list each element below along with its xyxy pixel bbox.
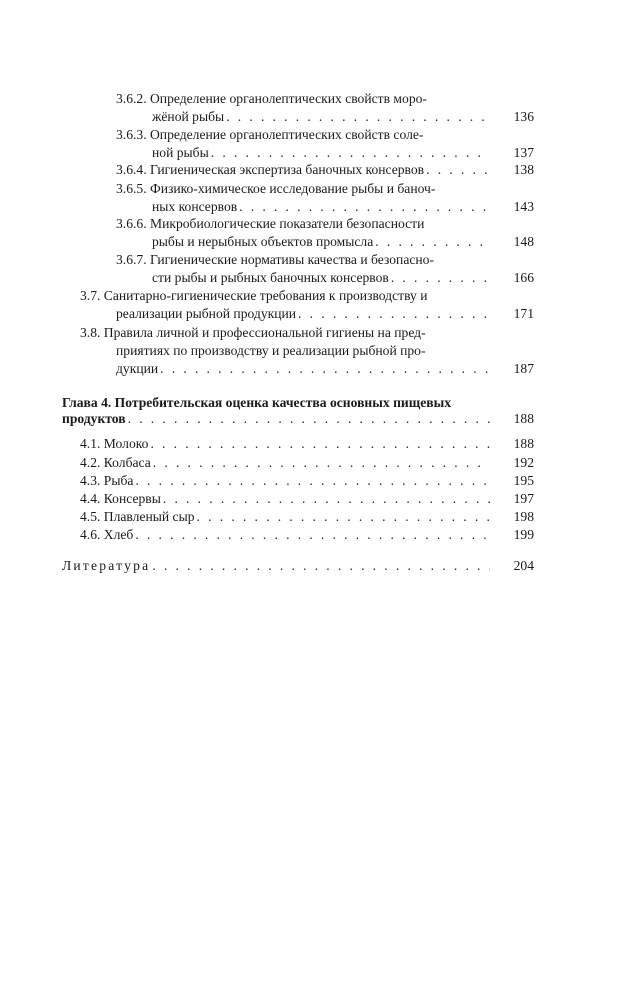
page-number: 198 <box>513 509 534 524</box>
dot-leader <box>163 490 490 508</box>
toc-entry-3-6-7-line1: 3.6.7. Гигиенические нормативы качества и безопасно- <box>116 252 434 267</box>
toc-entry-4-4 <box>80 490 490 508</box>
dot-leader <box>135 472 490 490</box>
page-number: 188 <box>513 411 534 426</box>
page-number: 188 <box>513 436 534 451</box>
toc-entry-text: 4.6. Хлеб <box>80 527 134 542</box>
toc-entry-text: ных консервов <box>152 199 238 214</box>
toc-entry-3-8-line3 <box>116 360 490 378</box>
page-number: 171 <box>513 306 534 321</box>
dot-leader <box>391 269 490 287</box>
toc-entry-text: рыбы и нерыбных объектов промысла <box>152 234 374 249</box>
dot-leader <box>153 454 490 472</box>
toc-entry-text: дукции <box>116 361 159 376</box>
toc-entry-literature <box>62 557 490 575</box>
toc-entry-4-3 <box>80 472 490 490</box>
page-number: 204 <box>513 558 534 573</box>
toc-entry-3-7-line1: 3.7. Санитарно-гигиенические требования к производству и <box>80 288 428 303</box>
dot-leader <box>298 305 490 323</box>
toc-entry-4-6 <box>80 526 490 544</box>
page-number: 137 <box>513 145 534 160</box>
page-number: 136 <box>513 109 534 124</box>
dot-leader <box>160 360 490 378</box>
dot-leader <box>239 198 490 216</box>
toc-entry-4-2 <box>80 454 490 472</box>
toc-entry-3-6-4 <box>116 161 490 179</box>
toc-entry-text: 3.6.4. Гигиеническая экспертиза баночных консервов <box>116 162 425 177</box>
dot-leader <box>135 526 490 544</box>
toc-entry-3-6-3-line1: 3.6.3. Определение органолептических свойств соле- <box>116 127 424 142</box>
toc-entry-text: 4.3. Рыба <box>80 473 134 488</box>
toc-entry-3-6-5-line1: 3.6.5. Физико-химическое исследование рыбы и баноч- <box>116 181 436 196</box>
dot-leader <box>197 508 490 526</box>
toc-entry-text: жёной рыбы <box>152 109 225 124</box>
page-number: 143 <box>513 199 534 214</box>
toc-entry-3-6-3-line2 <box>152 144 490 162</box>
toc-entry-text: ной рыбы <box>152 145 209 160</box>
dot-leader <box>226 108 490 126</box>
page-number: 166 <box>513 270 534 285</box>
page-number: 192 <box>513 455 534 470</box>
toc-entry-3-6-6-line1: 3.6.6. Микробиологические показатели безопасности <box>116 216 425 231</box>
page-number: 138 <box>513 162 534 177</box>
toc-entry-text: 4.1. Молоко <box>80 436 149 451</box>
toc-entry-3-7-line2 <box>116 305 490 323</box>
toc-entry-text: 4.2. Колбаса <box>80 455 151 470</box>
toc-entry-text: Литература <box>62 558 151 573</box>
page-number: 187 <box>513 361 534 376</box>
toc-entry-4-5 <box>80 508 490 526</box>
chapter-4-title-line1: Глава 4. Потребительская оценка качества основных пищевых <box>62 395 452 410</box>
dot-leader <box>375 233 490 251</box>
toc-entry-text: продуктов <box>62 411 126 426</box>
toc-entry-3-6-6-line2 <box>152 233 490 251</box>
toc-entry-4-1 <box>80 435 490 453</box>
toc-entry-3-8-line2: приятиях по производству и реализации рыбной про- <box>116 343 426 358</box>
toc-entry-3-6-2-line2 <box>152 108 490 126</box>
dot-leader <box>211 144 490 162</box>
page-number: 195 <box>513 473 534 488</box>
dot-leader <box>128 410 490 428</box>
toc-entry-text: 4.4. Консервы <box>80 491 161 506</box>
toc-entry-3-6-7-line2 <box>152 269 490 287</box>
dot-leader <box>426 161 490 179</box>
chapter-4-title-line2 <box>62 410 490 428</box>
toc-entry-3-6-5-line2 <box>152 198 490 216</box>
toc-entry-text: сти рыбы и рыбных баночных консервов <box>152 270 389 285</box>
dot-leader <box>152 557 490 575</box>
toc-entry-text: 4.5. Плавленый сыр <box>80 509 195 524</box>
dot-leader <box>150 435 490 453</box>
page-number: 197 <box>513 491 534 506</box>
page-number: 199 <box>513 527 534 542</box>
toc-entry-text: реализации рыбной продукции <box>116 306 297 321</box>
toc-entry-3-8-line1: 3.8. Правила личной и профессиональной гигиены на пред- <box>80 325 426 340</box>
toc-entry-3-6-2-line1: 3.6.2. Определение органолептических свойств моро- <box>116 91 427 106</box>
page-number: 148 <box>513 234 534 249</box>
